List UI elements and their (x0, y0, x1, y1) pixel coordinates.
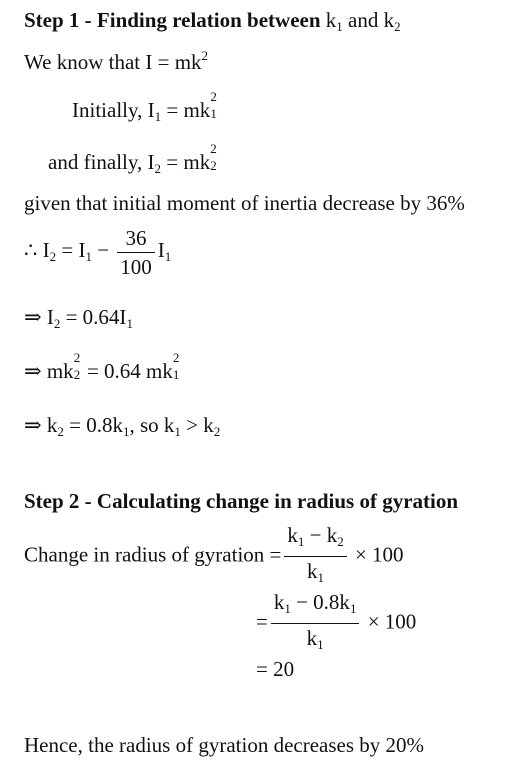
k-line: ⇒ $k_2 = 0.8k_1$, so $k_1 > k_2$ (24, 413, 221, 439)
k1-symbol: $k_1$ (325, 8, 343, 34)
change-line: Change in radius of gyration = $\frac{k_1 - k_2}{k_1}$ × 100 (24, 522, 404, 578)
fraction-change2: $\frac{k_1 - 0.8k_1}{k_1}$ (271, 589, 360, 658)
fraction-change: $\frac{k_1 - k_2}{k_1}$ (284, 522, 346, 591)
conclusion-line: Hence, the radius of gyration decreases by 20% (24, 733, 425, 757)
k2-symbol: $k_2$ (383, 8, 401, 34)
initially-line: Initially, $I_1$ = mk 2 1 (72, 89, 217, 124)
i2-line: ⇒ $I_2 = 0.64I_1$ (24, 305, 133, 331)
step2-heading: Step 2 - Calculating change in radius of gyration (24, 489, 459, 513)
step1-heading-text: Step 1 - Finding relation between (24, 8, 321, 32)
change3-line: = 20 (256, 657, 295, 681)
given-line: given that initial moment of inertia decrease by 36% (24, 191, 465, 215)
fraction-36-100: $\frac{36}{100}$ (117, 225, 155, 280)
and-word: and (348, 8, 379, 32)
change2-line: = $\frac{k_1 - 0.8k_1}{k_1}$ × 100 (256, 589, 416, 645)
know-line: We know that $I = mk^2$ (24, 48, 209, 74)
step1-heading (24, 7, 401, 40)
mk-line: ⇒ mk 2 2 = 0.64 mk 2 1 (24, 350, 180, 383)
finally-line: and finally, $I_2$ = mk 2 2 (48, 141, 217, 176)
therefore-line: ∴ $I_2 = I_1$ − $\frac{36}{100}$ $I_1$ (24, 225, 172, 279)
